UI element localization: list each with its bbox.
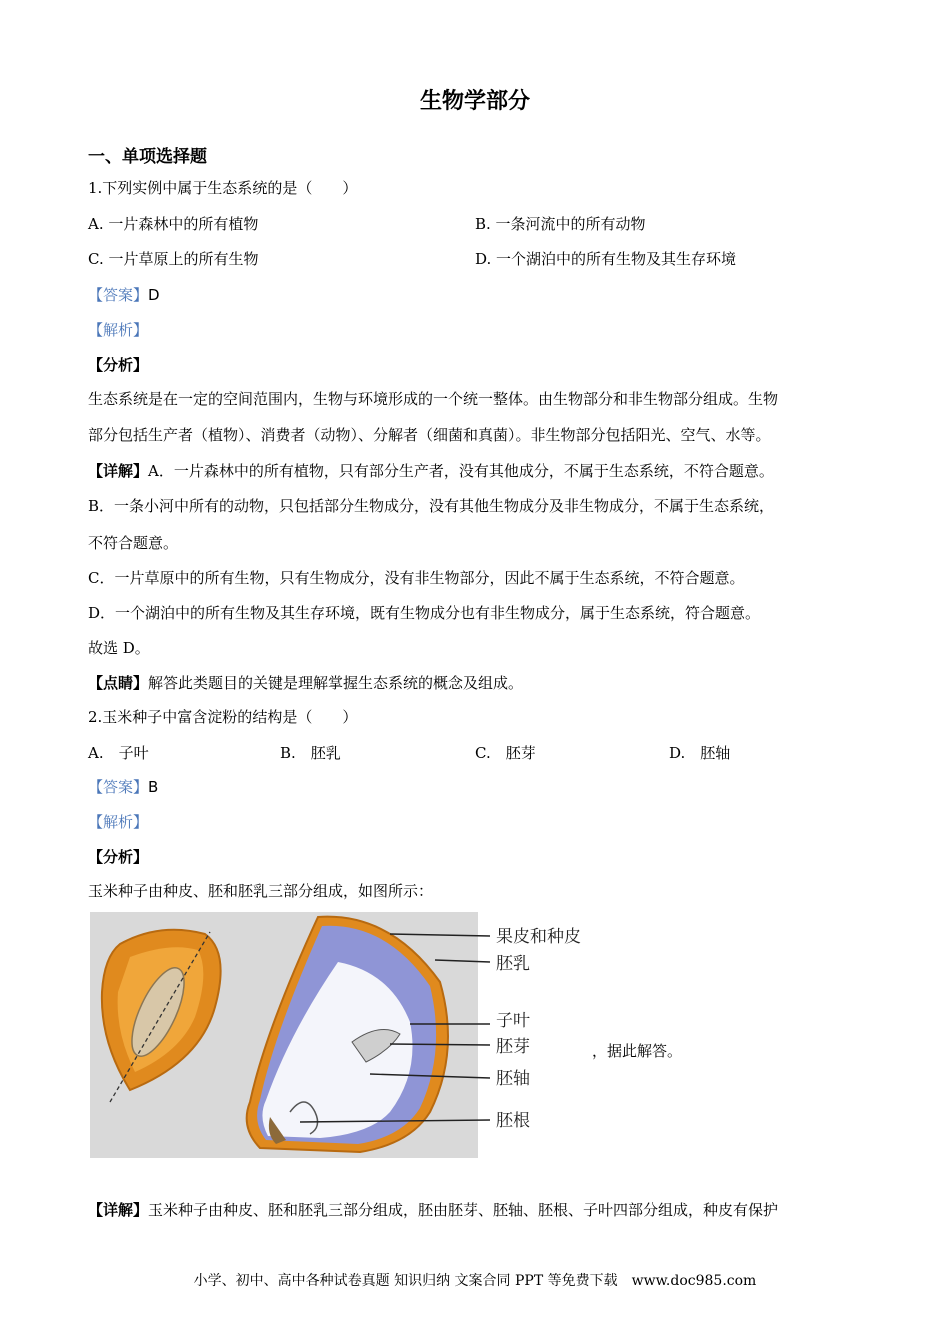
q2-fenxi-tag: 【分析】 bbox=[88, 848, 149, 866]
q1-jiexi-tag: 【解析】 bbox=[88, 321, 149, 339]
q1-analysis-line: 生态系统是在一定的空间范围内，生物与环境形成的一个统一整体。由生物部分和非生物部分组成。生物 bbox=[88, 390, 779, 408]
q1-fenxi-tag: 【分析】 bbox=[88, 356, 149, 374]
q2-option-c: C. 胚芽 bbox=[475, 744, 536, 762]
q1-detail-line: B．一条小河中所有的动物，只包括部分生物成分，没有其他生物成分及非生物成分，不属于生态系统， bbox=[88, 497, 775, 515]
label-pericarp-seedcoat: 果皮和种皮 bbox=[496, 927, 581, 947]
q2-stem: 2.玉米种子中富含淀粉的结构是（ ） bbox=[88, 708, 358, 726]
q1-tip-line: 【点睛】解答此类题目的关键是理解掌握生态系统的概念及组成。 bbox=[88, 674, 524, 692]
q1-stem: 1.下列实例中属于生态系统的是（ ） bbox=[88, 179, 358, 197]
q2-analysis-line: 玉米种子由种皮、胚和胚乳三部分组成，如图所示： bbox=[88, 882, 434, 900]
q1-answer-line bbox=[88, 284, 160, 305]
q1-answer: D bbox=[148, 286, 160, 304]
detail-tag: 【详解】 bbox=[88, 1201, 149, 1219]
answer-tag: 【答案】 bbox=[88, 286, 149, 304]
q1-option-c: C. 一片草原上的所有生物 bbox=[88, 250, 259, 268]
tip-tag: 【点睛】 bbox=[88, 674, 149, 692]
q1-detail-line: C．一片草原中的所有生物，只有生物成分，没有非生物部分，因此不属于生态系统，不符合题意。 bbox=[88, 569, 745, 587]
detail-tag: 【详解】 bbox=[88, 462, 149, 480]
label-cotyledon: 子叶 bbox=[496, 1011, 530, 1031]
page-title: 生物学部分 bbox=[419, 89, 530, 114]
q1-analysis-line: 部分包括生产者（植物）、消费者（动物）、分解者（细菌和真菌）。非生物部分包括阳光、空气、水等。 bbox=[88, 426, 771, 444]
label-endosperm: 胚乳 bbox=[496, 954, 530, 974]
q1-detail-line: 不符合题意。 bbox=[88, 534, 179, 552]
label-plumule: 胚芽 bbox=[496, 1037, 530, 1057]
q1-detail-line: D．一个湖泊中的所有生物及其生存环境，既有生物成分也有非生物成分，属于生态系统，符合题意。 bbox=[88, 604, 761, 622]
q2-jiexi-tag: 【解析】 bbox=[88, 813, 149, 831]
corn-seed-figure bbox=[90, 912, 590, 1158]
q2-option-a: A. 子叶 bbox=[88, 744, 149, 762]
q2-option-d: D. 胚轴 bbox=[669, 744, 731, 762]
section-heading: 一、单项选择题 bbox=[88, 147, 207, 167]
q2-answer-line bbox=[88, 776, 158, 797]
q1-option-b: B. 一条河流中的所有动物 bbox=[475, 215, 646, 233]
q1-option-a: A. 一片森林中的所有植物 bbox=[88, 215, 259, 233]
page-footer: 小学、初中、高中各种试卷真题 知识归纳 文案合同 PPT 等免费下载 www.doc985.com bbox=[193, 1273, 757, 1289]
answer-tag: 【答案】 bbox=[88, 778, 149, 796]
q1-detail-line: 故选 D。 bbox=[88, 639, 150, 657]
label-radicle: 胚根 bbox=[496, 1111, 530, 1131]
q2-option-b: B. 胚乳 bbox=[280, 744, 341, 762]
q2-after-figure-text: ，据此解答。 bbox=[592, 1042, 683, 1060]
q2-answer: B bbox=[148, 778, 159, 796]
label-hypocotyl: 胚轴 bbox=[496, 1069, 530, 1089]
q2-detail-line: 【详解】玉米种子由种皮、胚和胚乳三部分组成，胚由胚芽、胚轴、胚根、子叶四部分组成，种皮有保护 bbox=[88, 1201, 779, 1219]
q1-detail-line: 【详解】A．一片森林中的所有植物，只有部分生产者，没有其他成分，不属于生态系统，不符合题意。 bbox=[88, 462, 774, 480]
q1-option-d: D. 一个湖泊中的所有生物及其生存环境 bbox=[475, 250, 737, 268]
